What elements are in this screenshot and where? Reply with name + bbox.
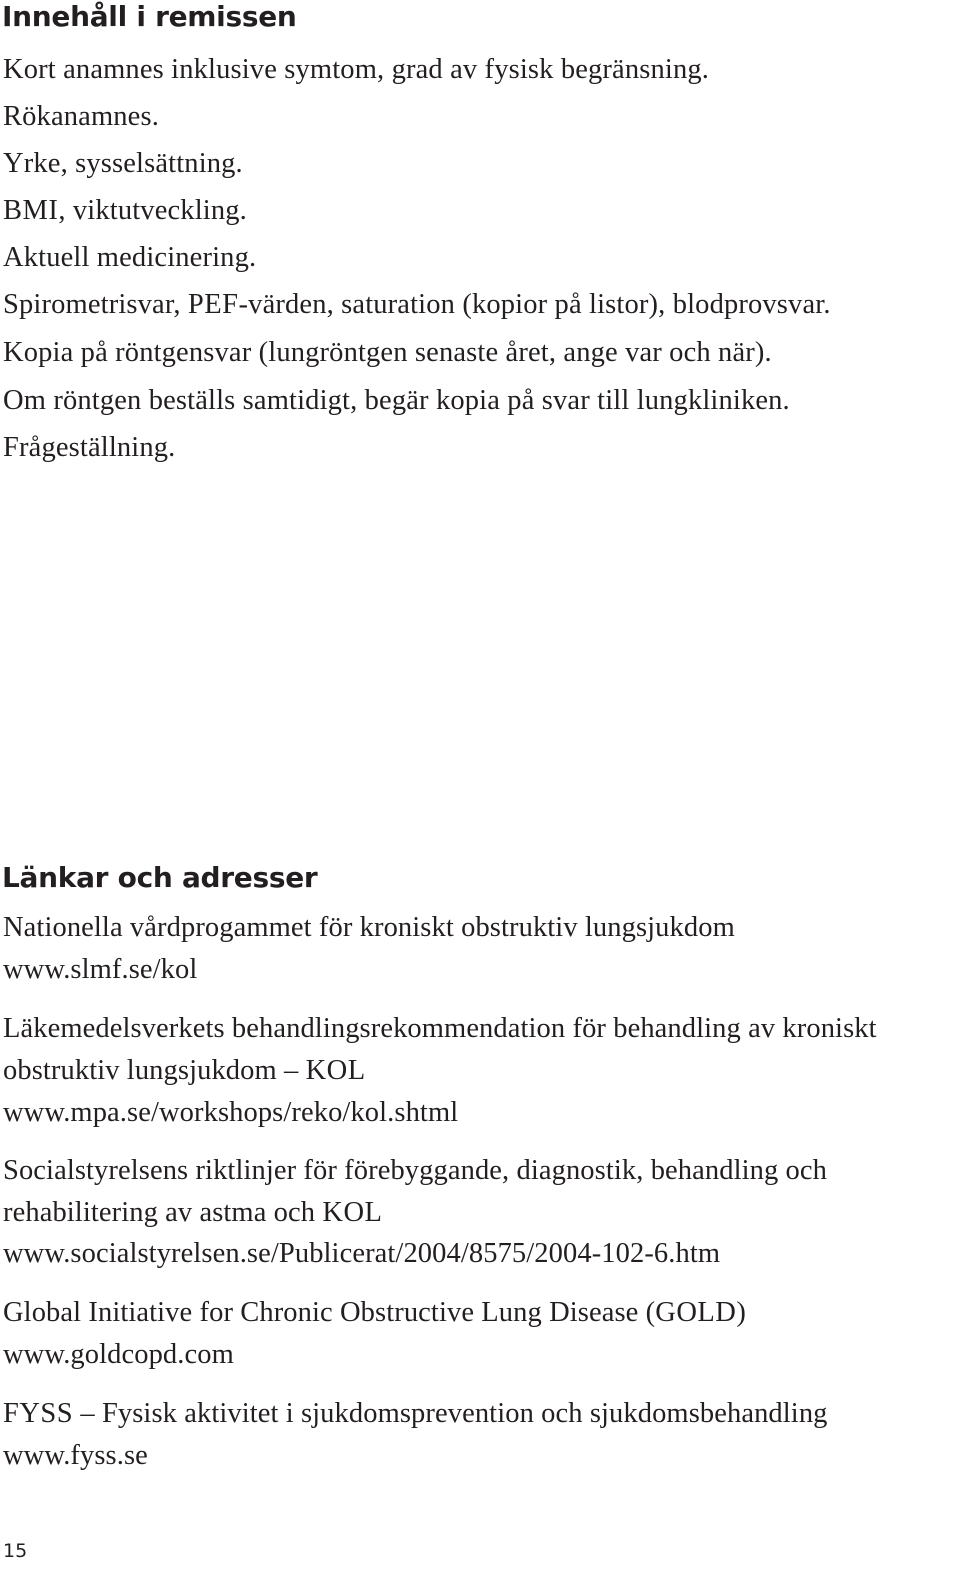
link-title: FYSS – Fysisk aktivitet i sjukdomsprevention och sjukdomsbehandling: [3, 1398, 828, 1429]
contents-item: Aktuell medicinering.: [3, 242, 257, 273]
page-number: 15: [3, 1540, 28, 1562]
link-title: obstruktiv lungsjukdom – KOL: [3, 1055, 366, 1086]
contents-heading: Innehåll i remissen: [2, 0, 297, 33]
contents-item: Kort anamnes inklusive symtom, grad av fysisk begränsning.: [3, 54, 710, 85]
contents-item: Yrke, sysselsättning.: [3, 148, 243, 179]
link-url[interactable]: www.slmf.se/kol: [3, 954, 198, 985]
link-url[interactable]: www.mpa.se/workshops/reko/kol.shtml: [3, 1097, 459, 1128]
contents-item: Rökanamnes.: [3, 101, 159, 132]
link-url[interactable]: www.goldcopd.com: [3, 1339, 234, 1370]
link-title: Global Initiative for Chronic Obstructive Lung Disease (GOLD): [3, 1297, 746, 1328]
link-title: Nationella vårdprogammet för kroniskt obstruktiv lungsjukdom: [3, 912, 735, 943]
link-url[interactable]: www.socialstyrelsen.se/Publicerat/2004/8575/2004-102-6.htm: [3, 1238, 721, 1269]
contents-item: Om röntgen beställs samtidigt, begär kopia på svar till lungkliniken.: [3, 385, 790, 416]
link-title: Socialstyrelsens riktlinjer för förebyggande, diagnostik, behandling och: [3, 1155, 827, 1186]
link-title: Läkemedelsverkets behandlingsrekommendation för behandling av kroniskt: [3, 1013, 877, 1044]
link-url[interactable]: www.fyss.se: [3, 1440, 148, 1471]
contents-item: Kopia på röntgensvar (lungröntgen senaste året, ange var och när).: [3, 337, 772, 368]
link-title: rehabilitering av astma och KOL: [3, 1197, 383, 1228]
links-heading: Länkar och adresser: [2, 861, 318, 894]
contents-item: BMI, viktutveckling.: [3, 195, 247, 226]
contents-item: Frågeställning.: [3, 432, 176, 463]
contents-item: Spirometrisvar, PEF-värden, saturation (kopior på listor), blodprovsvar.: [3, 289, 831, 320]
